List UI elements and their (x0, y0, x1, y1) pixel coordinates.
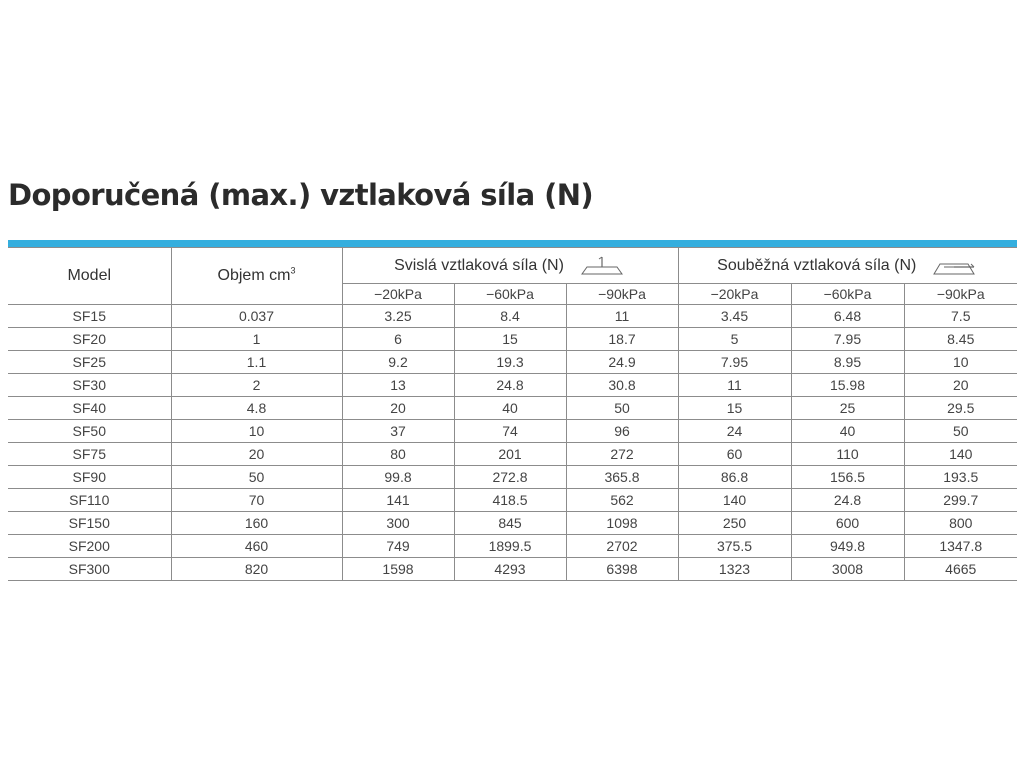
vertical-90kpa-cell: 1098 (566, 512, 678, 535)
parallel-90kpa-cell: 1347.8 (904, 535, 1017, 558)
model-cell: SF20 (8, 328, 171, 351)
parallel-force-icon (930, 255, 978, 277)
table-row (8, 466, 1017, 489)
parallel-60kpa-cell: 6.48 (791, 305, 904, 328)
vertical-force-group-header (342, 248, 678, 284)
parallel-20kpa-cell: 60 (678, 443, 791, 466)
table-row (8, 351, 1017, 374)
model-cell: SF15 (8, 305, 171, 328)
volume-header-label: Objem cm (217, 267, 291, 284)
pressure-header-vertical: −60kPa (454, 284, 566, 305)
vertical-90kpa-cell: 96 (566, 420, 678, 443)
volume-cell: 50 (171, 466, 342, 489)
force-table (8, 247, 1017, 581)
model-cell: SF25 (8, 351, 171, 374)
vertical-20kpa-cell: 99.8 (342, 466, 454, 489)
parallel-90kpa-cell: 140 (904, 443, 1017, 466)
pressure-header-vertical: −20kPa (342, 284, 454, 305)
vertical-force-icon (578, 255, 626, 277)
parallel-60kpa-cell: 600 (791, 512, 904, 535)
vertical-60kpa-cell: 845 (454, 512, 566, 535)
parallel-force-group-label: Souběžná vztlaková síla (N) (717, 256, 917, 274)
table-row (8, 374, 1017, 397)
parallel-90kpa-cell: 299.7 (904, 489, 1017, 512)
parallel-20kpa-cell: 375.5 (678, 535, 791, 558)
vertical-20kpa-cell: 749 (342, 535, 454, 558)
parallel-20kpa-cell: 86.8 (678, 466, 791, 489)
vertical-20kpa-cell: 9.2 (342, 351, 454, 374)
parallel-60kpa-cell: 3008 (791, 558, 904, 581)
parallel-20kpa-cell: 140 (678, 489, 791, 512)
vertical-90kpa-cell: 11 (566, 305, 678, 328)
model-cell: SF50 (8, 420, 171, 443)
parallel-20kpa-cell: 11 (678, 374, 791, 397)
vertical-60kpa-cell: 4293 (454, 558, 566, 581)
vertical-90kpa-cell: 24.9 (566, 351, 678, 374)
vertical-90kpa-cell: 2702 (566, 535, 678, 558)
vertical-90kpa-cell: 30.8 (566, 374, 678, 397)
accent-bar (8, 240, 1017, 247)
volume-cell: 10 (171, 420, 342, 443)
parallel-90kpa-cell: 10 (904, 351, 1017, 374)
pressure-header-parallel: −60kPa (791, 284, 904, 305)
model-cell: SF300 (8, 558, 171, 581)
vertical-force-group-label: Svislá vztlaková síla (N) (394, 256, 564, 274)
vertical-20kpa-cell: 300 (342, 512, 454, 535)
parallel-60kpa-cell: 156.5 (791, 466, 904, 489)
volume-cell: 20 (171, 443, 342, 466)
parallel-20kpa-cell: 7.95 (678, 351, 791, 374)
volume-cell: 820 (171, 558, 342, 581)
pressure-header-vertical: −90kPa (566, 284, 678, 305)
table-row (8, 489, 1017, 512)
vertical-60kpa-cell: 8.4 (454, 305, 566, 328)
volume-cell: 2 (171, 374, 342, 397)
vertical-60kpa-cell: 272.8 (454, 466, 566, 489)
model-cell: SF110 (8, 489, 171, 512)
model-header: Model (8, 248, 171, 305)
model-cell: SF90 (8, 466, 171, 489)
vertical-20kpa-cell: 141 (342, 489, 454, 512)
parallel-90kpa-cell: 193.5 (904, 466, 1017, 489)
table-row (8, 443, 1017, 466)
table-row (8, 535, 1017, 558)
table-row (8, 305, 1017, 328)
parallel-20kpa-cell: 5 (678, 328, 791, 351)
table-body (8, 305, 1017, 581)
parallel-20kpa-cell: 250 (678, 512, 791, 535)
page-title: Doporučená (max.) vztlaková síla (N) (8, 178, 594, 212)
parallel-90kpa-cell: 800 (904, 512, 1017, 535)
vertical-60kpa-cell: 74 (454, 420, 566, 443)
vertical-60kpa-cell: 19.3 (454, 351, 566, 374)
table-row (8, 558, 1017, 581)
model-cell: SF150 (8, 512, 171, 535)
parallel-90kpa-cell: 4665 (904, 558, 1017, 581)
parallel-90kpa-cell: 8.45 (904, 328, 1017, 351)
vertical-20kpa-cell: 13 (342, 374, 454, 397)
parallel-force-group-header (678, 248, 1017, 284)
volume-cell: 0.037 (171, 305, 342, 328)
parallel-60kpa-cell: 24.8 (791, 489, 904, 512)
pressure-header-parallel: −20kPa (678, 284, 791, 305)
vertical-60kpa-cell: 1899.5 (454, 535, 566, 558)
volume-cell: 160 (171, 512, 342, 535)
volume-cell: 1.1 (171, 351, 342, 374)
volume-cell: 4.8 (171, 397, 342, 420)
table-row (8, 512, 1017, 535)
parallel-60kpa-cell: 15.98 (791, 374, 904, 397)
vertical-20kpa-cell: 37 (342, 420, 454, 443)
model-cell: SF40 (8, 397, 171, 420)
parallel-20kpa-cell: 1323 (678, 558, 791, 581)
parallel-20kpa-cell: 3.45 (678, 305, 791, 328)
vertical-20kpa-cell: 6 (342, 328, 454, 351)
vertical-60kpa-cell: 418.5 (454, 489, 566, 512)
vertical-20kpa-cell: 20 (342, 397, 454, 420)
parallel-90kpa-cell: 29.5 (904, 397, 1017, 420)
volume-header (171, 248, 342, 305)
parallel-60kpa-cell: 7.95 (791, 328, 904, 351)
vertical-60kpa-cell: 40 (454, 397, 566, 420)
table-row (8, 328, 1017, 351)
table-row (8, 420, 1017, 443)
model-cell: SF75 (8, 443, 171, 466)
parallel-90kpa-cell: 20 (904, 374, 1017, 397)
parallel-90kpa-cell: 7.5 (904, 305, 1017, 328)
vertical-90kpa-cell: 18.7 (566, 328, 678, 351)
vertical-90kpa-cell: 50 (566, 397, 678, 420)
vertical-60kpa-cell: 15 (454, 328, 566, 351)
vertical-20kpa-cell: 1598 (342, 558, 454, 581)
parallel-20kpa-cell: 24 (678, 420, 791, 443)
parallel-60kpa-cell: 110 (791, 443, 904, 466)
model-cell: SF30 (8, 374, 171, 397)
vertical-90kpa-cell: 562 (566, 489, 678, 512)
parallel-60kpa-cell: 8.95 (791, 351, 904, 374)
parallel-60kpa-cell: 40 (791, 420, 904, 443)
model-cell: SF200 (8, 535, 171, 558)
parallel-20kpa-cell: 15 (678, 397, 791, 420)
volume-cell: 1 (171, 328, 342, 351)
vertical-60kpa-cell: 24.8 (454, 374, 566, 397)
vertical-20kpa-cell: 80 (342, 443, 454, 466)
vertical-60kpa-cell: 201 (454, 443, 566, 466)
pressure-header-parallel: −90kPa (904, 284, 1017, 305)
parallel-60kpa-cell: 25 (791, 397, 904, 420)
volume-header-unit-exponent: 3 (290, 265, 296, 276)
table-row (8, 397, 1017, 420)
vertical-90kpa-cell: 365.8 (566, 466, 678, 489)
vertical-20kpa-cell: 3.25 (342, 305, 454, 328)
vertical-90kpa-cell: 6398 (566, 558, 678, 581)
parallel-60kpa-cell: 949.8 (791, 535, 904, 558)
volume-cell: 460 (171, 535, 342, 558)
volume-cell: 70 (171, 489, 342, 512)
parallel-90kpa-cell: 50 (904, 420, 1017, 443)
vertical-90kpa-cell: 272 (566, 443, 678, 466)
